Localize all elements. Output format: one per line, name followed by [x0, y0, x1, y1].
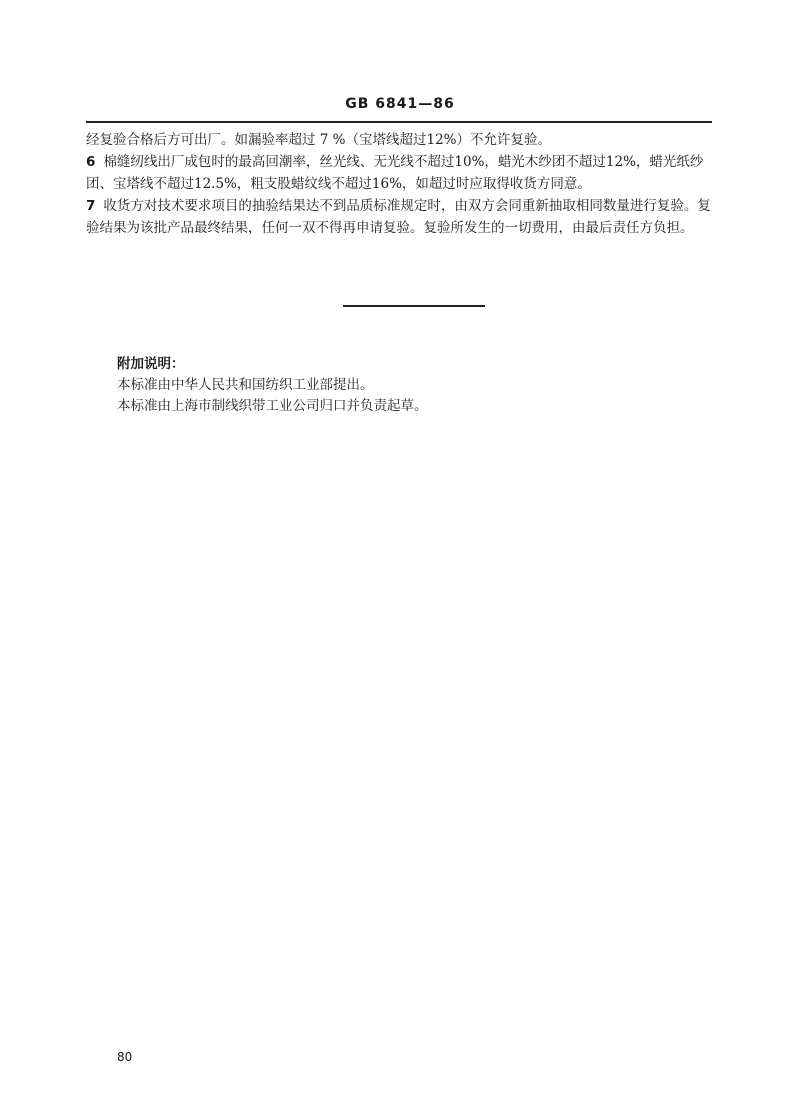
continued-paragraph: 经复验合格后方可出厂。如漏验率超过 7 %（宝塔线超过12%）不允许复验。: [86, 132, 552, 148]
clause-7: [86, 195, 712, 239]
body-text: [86, 129, 712, 239]
header-divider: [86, 121, 712, 123]
notes-line: 本标准由上海市制线织带工业公司归口并负责起草。: [117, 398, 428, 414]
clause-6: [86, 151, 712, 195]
clause-number: 6: [86, 154, 96, 170]
standard-code: GB 6841—86: [345, 96, 455, 112]
notes-line: 本标准由中华人民共和国纺织工业部提出。: [117, 377, 374, 393]
clause-text: 收货方对技术要求项目的抽验结果达不到品质标准规定时，由双方会同重新抽取相同数量进行复验。复验结果为该批产品最终结果，任何一双不得再申请复验。复验所发生的一切费用，由最后责任方负担。: [86, 198, 711, 236]
page-number: 80: [117, 1050, 133, 1064]
notes-heading: 附加说明：: [117, 356, 185, 372]
clause-text: 棉缝纫线出厂成包时的最高回潮率，丝光线、无光线不超过10%，蜡光木纱团不超过12%，蜡光纸纱团、宝塔线不超过12.5%，粗支股蜡纹线不超过16%，如超过时应取得收货方同意。: [86, 154, 704, 192]
section-divider: [343, 305, 485, 307]
clause-number: 7: [86, 198, 96, 214]
additional-notes: [117, 354, 677, 417]
